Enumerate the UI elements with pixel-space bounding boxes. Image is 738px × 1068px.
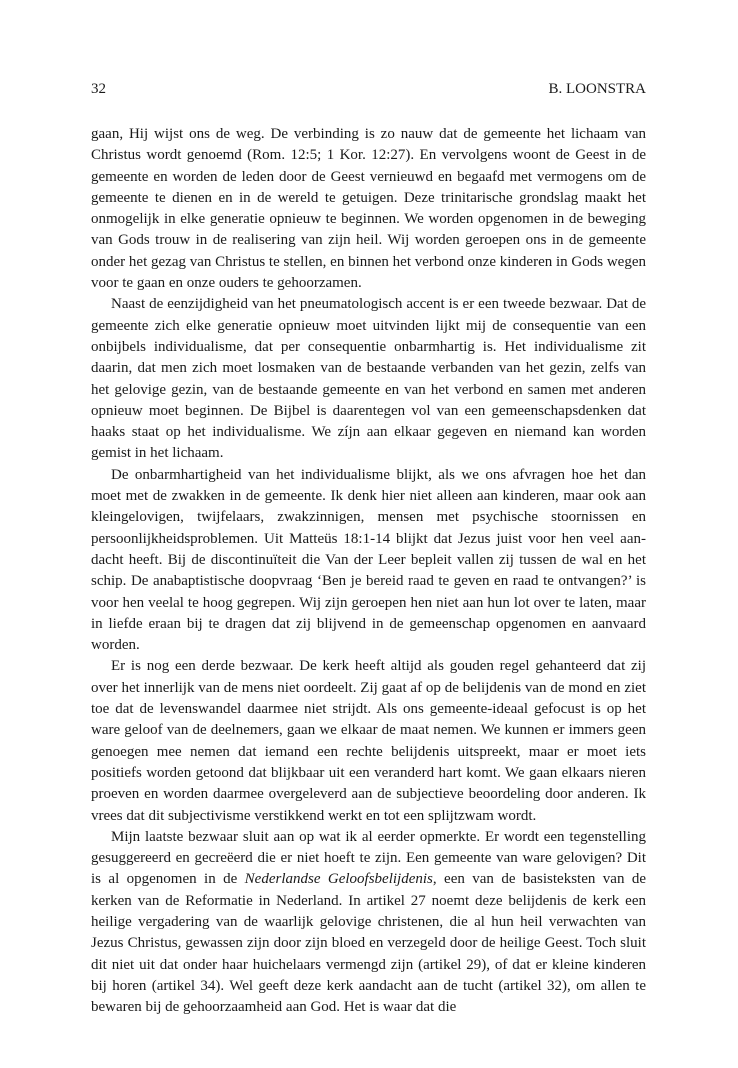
running-head-author: B. LOONSTRA [548, 81, 646, 97]
paragraph-5 [91, 827, 646, 1019]
paragraph-3: De onbarmhartigheid van het individualisme blijkt, als we ons afvragen hoe het dan moet met de zwakken in de gemeente. Ik denk hier niet alleen aan kinderen, maar ook aan kleingelovigen, twijfelaars, zwakzinnigen, mensen met psychische stoornissen en persoonlijkheidsproblemen. Uit Matteüs 18:1-14 blijkt dat Jezus juist voor hen veel aandacht heeft. Bij de discontinuïteit die Van der Leer bepleit vallen zij tussen de wal en het schip. De anabaptistische doopvraag ‘Ben je bereid raad te geven en raad te ontvangen?’ is voor hen veelal te hoog gegrepen. Wij zijn geroepen hen niet aan hun lot over te laten, maar in liefde eraan bij te dragen dat zij blijvend in de gemeenschap opgenomen en aanvaard worden. [91, 466, 646, 654]
running-header [91, 80, 646, 98]
book-title-italic: Nederlandse Geloofsbelijdenis [244, 871, 433, 888]
paragraph-2: Naast de eenzijdigheid van het pneumatologisch accent is er een tweede bezwaar. Dat de gemeente zich elke generatie opnieuw moet uitvinden lijkt mij de consequentie van een onbijbels individualisme, dat per consequentie onbarmhartig is. Het individualisme zit daarin, dat men zich moet losmaken van de bestaande verbanden van het gezin, zelfs van het gelovige gezin, van de bestaande gemeente en van het verbond en samen met anderen opnieuw moet beginnen. De Bijbel is daarentegen vol van een gemeenschapsdenken dat haaks staat op het individualisme. We zíjn aan elkaar gegeven en niemand kan worden gemist in het lichaam. [91, 296, 646, 462]
paragraph-1: gaan, Hij wijst ons de weg. De verbinding is zo nauw dat de gemeente het lichaam van Christus wordt genoemd (Rom. 12:5; 1 Kor. 12:27). En vervolgens woont de Geest in de gemeente en worden de leden door de Geest vernieuwd en begaafd met vermogens om de gemeente te dienen en in de wereld te getuigen. Deze trinitarische grondslag maakt het onmogelijk in elke generatie opnieuw te beginnen. We worden opgenomen in de beweging van Gods trouw in de realisering van zijn heil. Wij worden geroepen ons in de gemeente onder het gezag van Christus te stellen, en binnen het verbond onze kinderen in Gods wegen voor te gaan en onze ouders te gehoorzamen. [91, 126, 646, 292]
paragraph-5-part-1: Mijn laatste bezwaar sluit aan op wat ik al eerder opmerkte. Er wordt een tegenstelling gesuggereerd en gecreëerd die er niet hoeft te zijn. Een gemeente van ware gelovigen? Dit is al opgenomen in de [91, 828, 646, 888]
page-number: 32 [91, 81, 106, 97]
paragraph-5-part-2: , een van de basisteksten van de kerken van de Reformatie in Nederland. In artikel 27 noemt deze belijdenis de kerk een heilige vergadering van de waarlijk gelovige christenen, die al hun heil verwachten van Jezus Christus, gewassen zijn door zijn bloed en verzegeld door de heilige Geest. Toch sluit dit niet uit dat onder haar huichelaars vermengd zijn (artikel 29), of dat er kleine kinderen bij horen (artikel 34). Wel geeft deze kerk aandacht aan de tucht (artikel 32), om allen te bewaren bij de gehoorzaamheid aan God. Het is waar dat die [91, 871, 647, 1016]
body-text [91, 124, 646, 1018]
paragraph-4: Er is nog een derde bezwaar. De kerk heeft altijd als gouden regel gehanteerd dat zij over het innerlijk van de mens niet oordeelt. Zij gaat af op de belijdenis van de mond en ziet toe dat de levenswandel daarmee niet strijdt. Als ons gemeente-ideaal gefocust is op het ware geloof van de deelnemers, gaan we elkaar de maat nemen. We kunnen er immers geen genoegen mee nemen dat iemand een rechte belijdenis uitspreekt, maar er moet iets positiefs worden getoond dat blijkbaar uit een veranderd hart komt. We gaan elkaars nieren proeven en worden daarmee overgeleverd aan de subjectieve beoordeling door anderen. Ik vrees dat dit subjectivisme verstikkend werkt en tot een splijtzwam wordt. [91, 658, 646, 824]
